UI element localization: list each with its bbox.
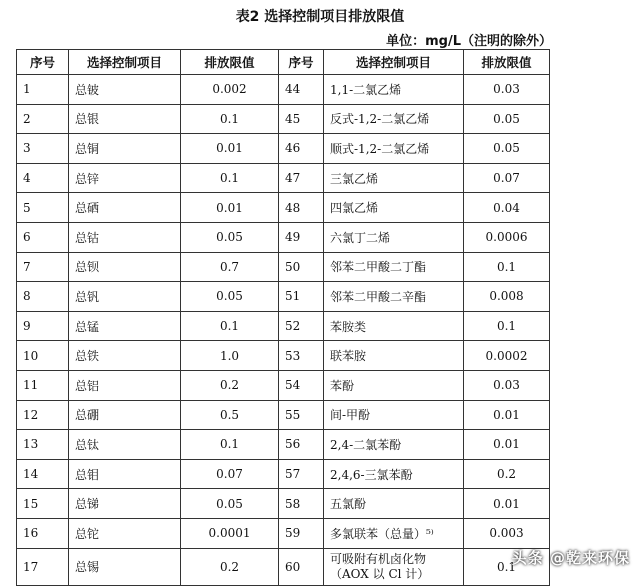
row-no: 60 [279, 548, 324, 585]
row-item: 总铜 [69, 134, 181, 164]
table-row [17, 193, 550, 223]
row-item: 总锑 [69, 489, 181, 519]
table-row [17, 430, 550, 460]
row-limit: 0.002 [181, 75, 279, 105]
row-limit: 0.01 [464, 430, 550, 460]
table-row [17, 222, 550, 252]
row-limit: 0.7 [181, 252, 279, 282]
row-item: 总铁 [69, 341, 181, 371]
row-limit: 0.05 [181, 222, 279, 252]
row-limit: 0.03 [464, 75, 550, 105]
row-item: 总铍 [69, 75, 181, 105]
row-no: 50 [279, 252, 324, 282]
table-row [17, 104, 550, 134]
row-item: 六氯丁二烯 [324, 222, 464, 252]
row-item: 总锡 [69, 548, 181, 585]
row-item: 总银 [69, 104, 181, 134]
row-limit: 1.0 [181, 341, 279, 371]
row-item: 总锌 [69, 163, 181, 193]
table-row [17, 341, 550, 371]
row-limit: 0.2 [464, 459, 550, 489]
row-item: 三氯乙烯 [324, 163, 464, 193]
row-no: 7 [17, 252, 69, 282]
row-item: 2,4-二氯苯酚 [324, 430, 464, 460]
row-limit: 0.003 [464, 518, 550, 548]
row-no: 47 [279, 163, 324, 193]
row-no: 2 [17, 104, 69, 134]
row-no: 1 [17, 75, 69, 105]
header-no: 序号 [279, 50, 324, 75]
row-item: 苯胺类 [324, 311, 464, 341]
header-limit: 排放限值 [181, 50, 279, 75]
row-no: 12 [17, 400, 69, 430]
row-no: 8 [17, 282, 69, 312]
table-header-row [17, 50, 550, 75]
row-item: 顺式-1,2-二氯乙烯 [324, 134, 464, 164]
row-no: 59 [279, 518, 324, 548]
row-no: 52 [279, 311, 324, 341]
table-row [17, 134, 550, 164]
row-limit: 0.1 [464, 252, 550, 282]
row-item: 总铊 [69, 518, 181, 548]
row-item-line: （AOX 以 Cl 计） [330, 566, 430, 581]
row-no: 57 [279, 459, 324, 489]
row-limit: 0.05 [181, 489, 279, 519]
row-item: 四氯乙烯 [324, 193, 464, 223]
row-item: 间-甲酚 [324, 400, 464, 430]
watermark: 头条 @乾来环保 [511, 549, 630, 567]
row-no: 55 [279, 400, 324, 430]
row-no: 46 [279, 134, 324, 164]
row-limit: 0.1 [181, 311, 279, 341]
row-limit: 0.01 [464, 489, 550, 519]
row-limit: 0.07 [464, 163, 550, 193]
row-limit: 0.2 [181, 548, 279, 585]
row-no: 53 [279, 341, 324, 371]
row-no: 14 [17, 459, 69, 489]
row-no: 54 [279, 370, 324, 400]
row-limit: 0.07 [181, 459, 279, 489]
row-item: 总钒 [69, 282, 181, 312]
header-item: 选择控制项目 [69, 50, 181, 75]
row-limit: 0.05 [181, 282, 279, 312]
row-item-line: 可吸附有机卤化物 [330, 551, 427, 566]
row-no: 44 [279, 75, 324, 105]
row-limit: 0.01 [181, 193, 279, 223]
header-limit: 排放限值 [464, 50, 550, 75]
row-no: 4 [17, 163, 69, 193]
limits-table [16, 49, 550, 586]
row-no: 45 [279, 104, 324, 134]
row-item: 总钡 [69, 252, 181, 282]
row-item: 总硒 [69, 193, 181, 223]
row-item: 总硼 [69, 400, 181, 430]
row-limit: 0.05 [464, 134, 550, 164]
row-limit: 0.2 [181, 370, 279, 400]
row-no: 6 [17, 222, 69, 252]
row-no: 10 [17, 341, 69, 371]
row-item: 五氯酚 [324, 489, 464, 519]
row-no: 16 [17, 518, 69, 548]
table-row [17, 518, 550, 548]
row-limit: 0.5 [181, 400, 279, 430]
row-item: 联苯胺 [324, 341, 464, 371]
row-limit: 0.1 [464, 311, 550, 341]
row-no: 56 [279, 430, 324, 460]
row-limit: 0.1 [181, 163, 279, 193]
table-row [17, 370, 550, 400]
header-item: 选择控制项目 [324, 50, 464, 75]
row-limit: 0.01 [181, 134, 279, 164]
table-row [17, 311, 550, 341]
row-no: 58 [279, 489, 324, 519]
row-limit: 0.0006 [464, 222, 550, 252]
table-title: 表2 选择控制项目排放限值 [235, 9, 405, 25]
table-row [17, 548, 550, 585]
table-row [17, 400, 550, 430]
row-no: 13 [17, 430, 69, 460]
row-no: 17 [17, 548, 69, 585]
row-no: 9 [17, 311, 69, 341]
table-row [17, 252, 550, 282]
row-item: 总锰 [69, 311, 181, 341]
row-no: 11 [17, 370, 69, 400]
row-limit: 0.04 [464, 193, 550, 223]
row-no: 15 [17, 489, 69, 519]
row-item: 总钴 [69, 222, 181, 252]
row-item: 总钛 [69, 430, 181, 460]
row-item: 邻苯二甲酸二辛酯 [324, 282, 464, 312]
row-no: 5 [17, 193, 69, 223]
table-row [17, 282, 550, 312]
row-limit: 0.05 [464, 104, 550, 134]
row-limit: 0.1 [464, 548, 550, 585]
row-limit: 0.008 [464, 282, 550, 312]
row-no: 51 [279, 282, 324, 312]
row-limit: 0.01 [464, 400, 550, 430]
row-no: 3 [17, 134, 69, 164]
row-item: 总钼 [69, 459, 181, 489]
row-item: 反式-1,2-二氯乙烯 [324, 104, 464, 134]
table-row [17, 489, 550, 519]
table-row [17, 163, 550, 193]
row-item: 邻苯二甲酸二丁酯 [324, 252, 464, 282]
table-row [17, 75, 550, 105]
header-no: 序号 [17, 50, 69, 75]
row-limit: 0.0002 [464, 341, 550, 371]
row-item: 苯酚 [324, 370, 464, 400]
row-item: 2,4,6-三氯苯酚 [324, 459, 464, 489]
row-limit: 0.0001 [181, 518, 279, 548]
row-limit: 0.1 [181, 104, 279, 134]
table-row [17, 459, 550, 489]
row-item: 多氯联苯（总量）⁵⁾ [324, 518, 464, 548]
row-limit: 0.03 [464, 370, 550, 400]
row-no: 49 [279, 222, 324, 252]
row-item: 总铝 [69, 370, 181, 400]
row-no: 48 [279, 193, 324, 223]
row-item: 1,1-二氯乙烯 [324, 75, 464, 105]
row-limit: 0.1 [181, 430, 279, 460]
row-item [324, 548, 464, 585]
unit-note: 单位：mg/L（注明的除外） [386, 34, 552, 49]
